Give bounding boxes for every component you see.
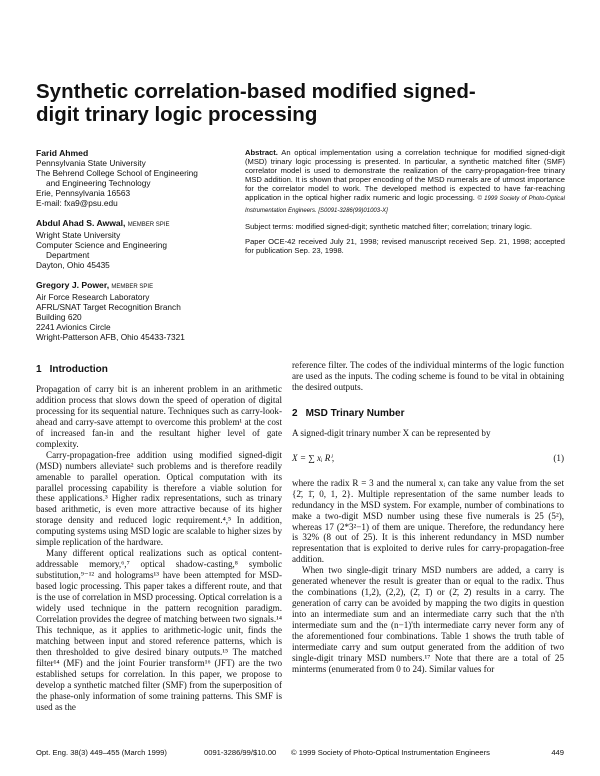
author-block xyxy=(36,148,232,352)
footer-code: 0091-3286/99/$10.00 xyxy=(204,748,277,757)
subject-terms: Subject terms: modified signed-digit; synthetic matched filter; correlation; trinary logic. xyxy=(245,221,532,231)
body-paragraph: Propagation of carry bit is an inherent problem in an arithmetic addition process that slows down the speed of operation of digital processing for its sequential nature. Techniques such as carry-look-ahead and carry-save attempt to overcome this problem¹ at the cost of increased fan-in and the resultant higher level of gate complexity. xyxy=(36,383,282,449)
left-column xyxy=(36,365,282,713)
section-title: Introduction xyxy=(49,364,108,375)
author-role: MEMBER SPIE xyxy=(127,222,170,228)
section-heading xyxy=(36,365,282,376)
affiliation-line: Pennsylvania State University xyxy=(36,158,146,168)
affiliation-line: Department xyxy=(46,250,90,260)
right-column xyxy=(292,360,564,675)
body-paragraph: Many different optical realizations such as optical content-addressable memory,⁶,⁷ optical shadow-casting,⁸ symbolic substitution,⁹⁻¹² and holograms¹³ have been attempted for MSD-based logic processing. This paper takes a different route, and that is the use of correlation in MSD processing. Optical correlation is a widely used technique in the pattern recognition paradigm. Correlation provides the degree of matching between two signals.¹⁴ This technique, as it applies to arithmetic-logic unit, finds the matching between input and stored reference patterns, which is then thresholded to give desired binary outputs.¹⁵ The matched filter¹⁴ (MF) and the joint Fourier transform¹⁶ (JFT) are the two established setups for correlation. In this paper, we propose to develop a synthetic matched filter (SMF) from the superposition of the phase-only information of some training patterns. This SMF is used as the xyxy=(36,548,282,712)
author-name: Farid Ahmed xyxy=(36,148,89,158)
body-paragraph: When two single-digit trinary MSD numbers are added, a carry is generated whenever the result is greater than or equal to the radix. Thus the combinations (1,2), (2,2), (2̄, 1̄) or (2̄, 2̄) results in a carry. The generation of carry can be avoided by mapping the two digits in question into an intermediate sum and an intermediate carry such that the n'th intermediate sum and the (n−1)'th intermediate carry never form any of the aforementioned four combinations. Table 1 shows the truth table of intermediate carry and sum output generated from the addition of two single-digit trinary MSD numbers.¹⁷ Note that there are a total of 25 minterms (enumerated from 0 to 24). Similar values for xyxy=(292,565,564,674)
abstract-text: An optical implementation using a correlation technique for modified signed-digit (MSD) trinary logic processing is presented. In particular, a synthetic matched filter (SMF) correlator model is used to demonstrate the realization of the carry-propagation-free trinary MSD addition. It is shown that proper encoding of the MSD numerals are of utmost importance for the correlator model to work. The developed method is expected to have far-reaching application in the optical higher radix numeric and logic processing. xyxy=(245,148,565,203)
author-role: MEMBER SPIE xyxy=(111,284,154,290)
page-number: 449 xyxy=(551,748,564,757)
affiliation-line: Air Force Research Laboratory xyxy=(36,292,150,302)
section-heading xyxy=(292,409,564,420)
affiliation-line: Dayton, Ohio 45435 xyxy=(36,260,110,270)
abstract-label: Abstract. xyxy=(245,148,278,157)
section-number: 1 xyxy=(36,364,42,375)
abstract-block xyxy=(245,148,565,261)
abstract-copyright: © 1999 Society of Photo-Optical Instrumentation Engineers. [S0091-3286(99)01003-X] xyxy=(245,196,565,214)
footer-copyright: © 1999 Society of Photo-Optical Instrumentation Engineers xyxy=(291,748,490,757)
equation-number: (1) xyxy=(553,452,564,463)
abstract-paragraph xyxy=(245,148,565,216)
affiliation-line: and Engineering Technology xyxy=(46,178,151,188)
paper-info: Paper OCE-42 received July 21, 1998; revised manuscript received Sep. 21, 1998; accepted for publication Sep. 23, 1998. xyxy=(245,236,565,255)
affiliation-line: Wright State University xyxy=(36,230,121,240)
affiliation-line: 2241 Avionics Circle xyxy=(36,322,111,332)
paper-title: Synthetic correlation-based modified signed-digit trinary logic processing xyxy=(36,80,476,126)
body-paragraph: reference filter. The codes of the individual minterms of the logic function are used as the inputs. The coding scheme is found to be vital in obtaining the desired outputs. xyxy=(292,360,564,392)
equation-body: X = ∑ xᵢ Rⁱ, xyxy=(292,452,335,463)
affiliation-line: AFRL/SNAT Target Recognition Branch xyxy=(36,302,181,312)
affiliation-line: Erie, Pennsylvania 16563 xyxy=(36,188,131,198)
equation xyxy=(292,453,564,464)
section-number: 2 xyxy=(292,407,298,419)
affiliation-line: Wright-Patterson AFB, Ohio 45433-7321 xyxy=(36,332,185,342)
section-title: MSD Trinary Number xyxy=(305,407,405,419)
body-paragraph: where the radix R = 3 and the numeral xᵢ can take any value from the set {2̄, 1̄, 0, 1, 2}. Multiple representation of the same number leads to redundancy in the MSD system. For example, number of combinations to make a two-digit MSD number using these five numerals is 25 (5²), whereas 17 (2*3²−1) of them are unique. Therefore, the redundancy here is 32% (8 out of 25). It is this inherent redundancy in MSD number representation that is exploited to derive rules for carry-propagation-free addition. xyxy=(292,477,564,565)
author-name: Gregory J. Power, xyxy=(36,280,110,290)
author-email: E-mail: fxa9@psu.edu xyxy=(36,198,118,208)
author-2 xyxy=(36,218,232,270)
footer-journal: Opt. Eng. 38(3) 449–455 (March 1999) xyxy=(36,748,167,757)
affiliation-line: Computer Science and Engineering xyxy=(36,240,167,250)
affiliation-line: Building 620 xyxy=(36,312,82,322)
affiliation-line: The Behrend College School of Engineering xyxy=(36,168,198,178)
author-1 xyxy=(36,148,232,208)
author-3 xyxy=(36,280,232,342)
body-paragraph: Carry-propagation-free addition using modified signed-digit (MSD) numbers alleviate² such problems and is therefore readily amenable to parallel operation. Optical computation with its parallel processing capability is therefore a viable solution for these applications.³ Higher radix representations, such as trinary based arithmetic, is even more attractive because of its higher storage density and reduced logic requirement.⁴,⁵ In addition, computing systems using MSD logic are scalable to higher sizes by simple replication of the hardware. xyxy=(36,449,282,548)
body-paragraph: A signed-digit trinary number X can be represented by xyxy=(292,427,491,438)
author-name: Abdul Ahad S. Awwal, xyxy=(36,218,126,228)
